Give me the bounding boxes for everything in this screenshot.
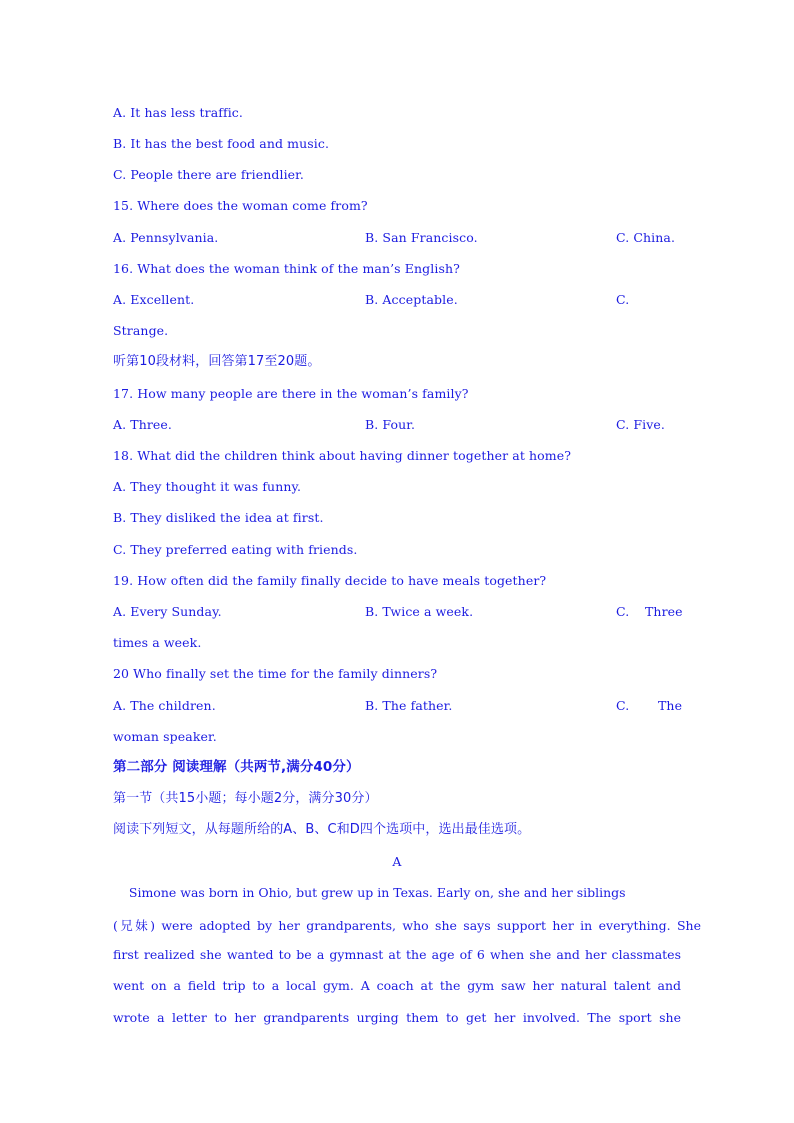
q16-option-b: B. Acceptable.: [365, 292, 458, 307]
q19-option-b: B. Twice a week.: [365, 604, 474, 619]
q20-option-c-word: The: [658, 698, 683, 713]
q18-option-c: C. They preferred eating with friends.: [113, 542, 358, 557]
q15-option-c: C. China.: [616, 230, 676, 245]
passage-line-text: went on a field trip to a local gym. A coach at the gym saw her natural talent and: [113, 978, 681, 993]
q17-question: 17. How many people are there in the woman’s family?: [113, 386, 469, 401]
q19-option-c-prefix: C.: [616, 604, 630, 619]
passage-line: [113, 978, 681, 993]
passage-label: A: [392, 854, 402, 869]
q14-option-b: B. It has the best food and music.: [113, 136, 330, 151]
q19-question: 19. How often did the family finally decide to have meals together?: [113, 573, 547, 588]
q16-question: 16. What does the woman think of the man’s English?: [113, 261, 460, 276]
section1-heading: 第一节（共15小题；每小题2分，满分30分）: [113, 791, 378, 806]
q18-question: 18. What did the children think about having dinner together at home?: [113, 448, 572, 463]
passage-line-text: Simone was born in Ohio, but grew up in Texas. Early on, she and her siblings: [113, 885, 626, 900]
q17-option-c: C. Five.: [616, 417, 665, 432]
passage-line: [113, 947, 681, 962]
q16-option-c-prefix: C.: [616, 292, 630, 307]
passage-line: [113, 885, 681, 900]
q18-option-b: B. They disliked the idea at first.: [113, 510, 324, 525]
q16-option-a: A. Excellent.: [113, 292, 195, 307]
q15-option-b: B. San Francisco.: [365, 230, 478, 245]
section10-instruction: 听第10段材料，回答第17至20题。: [113, 354, 321, 369]
q14-option-a: A. It has less traffic.: [113, 105, 243, 120]
q17-option-b: B. Four.: [365, 417, 416, 432]
q15-question: 15. Where does the woman come from?: [113, 198, 368, 213]
passage-line-text: first realized she wanted to be a gymnast at the age of 6 when she and her classmates: [113, 947, 681, 962]
q19-option-c-text: times a week.: [113, 635, 202, 650]
passage-line-text: wrote a letter to her grandparents urging them to get her involved. The sport she: [113, 1010, 681, 1025]
q15-option-a: A. Pennsylvania.: [113, 230, 219, 245]
q17-option-a: A. Three.: [113, 417, 173, 432]
passage-line: [113, 1010, 681, 1025]
q14-option-c: C. People there are friendlier.: [113, 167, 304, 182]
q19-option-c-word: Three: [645, 604, 683, 619]
q20-option-a: A. The children.: [113, 698, 216, 713]
reading-instruction: 阅读下列短文，从每题所给的A、B、C和D四个选项中，选出最佳选项。: [113, 822, 531, 837]
part2-heading: 第二部分 阅读理解（共两节,满分40分）: [113, 759, 360, 775]
passage-line-text: (兄妹) were adopted by her grandparents, who she says support her in everything. She: [113, 918, 701, 933]
q16-option-c-text: Strange.: [113, 323, 169, 338]
q20-option-b: B. The father.: [365, 698, 453, 713]
q18-option-a: A. They thought it was funny.: [113, 479, 302, 494]
passage-line: [113, 916, 701, 934]
q20-option-c-prefix: C.: [616, 698, 630, 713]
q20-question: 20 Who finally set the time for the family dinners?: [113, 666, 438, 681]
q20-option-c-text: woman speaker.: [113, 729, 217, 744]
q19-option-a: A. Every Sunday.: [113, 604, 222, 619]
